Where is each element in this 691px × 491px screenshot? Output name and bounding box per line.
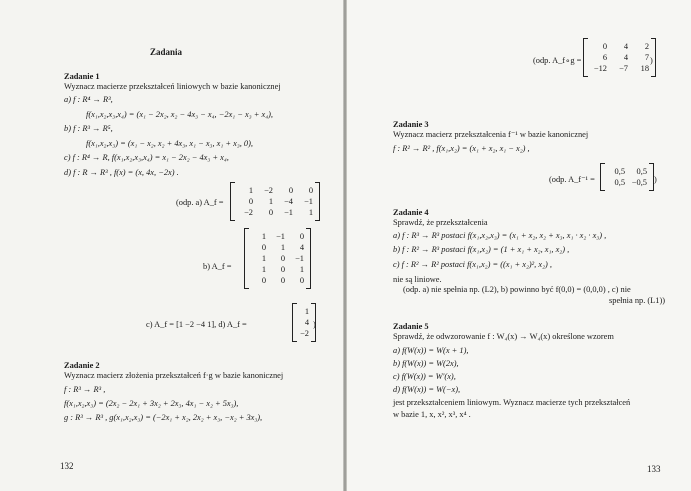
matrix-row [297, 317, 311, 328]
matrix-row [235, 185, 315, 196]
matrix-row [249, 242, 306, 253]
task-1-heading: Zadanie 1 [64, 72, 100, 81]
matrix-cell: −1 [284, 208, 293, 217]
answer-1b-matrix [244, 228, 311, 289]
matrix-cell: 1 [261, 265, 266, 274]
matrix-cell: 0,5 [614, 167, 625, 176]
matrix-row [605, 166, 649, 177]
task-1a-line-2: f(x₁,x₂,x₃,x₄) = (x₁ − 2x₂, x₂ − 4x₃ − x₄, −2x₁ − x₃ + x₄), [86, 110, 274, 119]
task-5d: d) f(W(x)) = W(−x), [393, 385, 461, 394]
matrix-cell: −2 [244, 208, 253, 217]
answer-2-label: (odp. A_f∘g = [533, 56, 582, 65]
matrix-cell: 0 [299, 232, 304, 241]
matrix-cell: −1 [295, 254, 304, 263]
matrix-row [249, 253, 306, 264]
matrix-cell: −2 [264, 186, 273, 195]
matrix-cell: 0 [280, 254, 285, 263]
task-4b: b) f : R² → R³ postaci f(x₁,x₂) = (1 + x₁ + x₂, x₁, x₂) , [393, 245, 570, 254]
matrix-cell: 1 [268, 197, 273, 206]
matrix-cell: 0 [299, 276, 304, 285]
matrix-cell: −1 [304, 197, 313, 206]
matrix-cell: 0 [280, 276, 285, 285]
task-2-line-2: f(x₁,x₂,x₃) = (2x₂ − 2x₁ + 3x₂ + 2x₃, 4x₁ − x₂ + 5x₃), [64, 399, 239, 408]
matrix-cell: 4 [299, 243, 304, 252]
closing-paren: ) [654, 175, 657, 184]
matrix-cell: −12 [593, 64, 607, 73]
task-2-line-3: g : R³ → R³ , g(x₁,x₂,x₃) = (−2x₁ + x₂, 2x₂ + x₃, −x₂ + 3x₃), [64, 413, 263, 422]
matrix-cell: 0 [288, 186, 293, 195]
closing-paren: ) [313, 320, 316, 329]
right-page [347, 0, 691, 491]
task-1a-line-1: a) f : R⁴ → R³, [64, 95, 113, 104]
matrix-row [588, 63, 651, 74]
task-4-answer-2: spełnia np. (L1)) [609, 296, 666, 305]
task-4-intro: Sprawdź, że przekształcenia [393, 218, 488, 227]
matrix-cell: 1 [299, 265, 304, 274]
task-5-heading: Zadanie 5 [393, 322, 429, 331]
matrix-row [297, 306, 311, 317]
answer-2-matrix [583, 38, 656, 77]
task-2-heading: Zadanie 2 [64, 361, 100, 370]
matrix-cell: 2 [644, 42, 649, 51]
matrix-row [249, 264, 306, 275]
task-4c: c) f : R² → R² postaci f(x₁,x₂) = ((x₁ + x₂)², x₂) , [393, 260, 552, 269]
answer-1a-matrix [230, 182, 320, 221]
matrix-row [605, 177, 649, 188]
task-1c: c) f : R⁴ → R, f(x₁,x₂,x₃,x₄) = x₁ − 2x₂ − 4x₃ + x₄, [64, 153, 229, 162]
task-5a: a) f(W(x)) = W(x + 1), [393, 346, 469, 355]
answer-3-matrix [600, 163, 654, 191]
matrix-cell: −7 [619, 64, 628, 73]
answer-1a-label: (odp. a) A_f = [176, 198, 224, 207]
matrix-cell: 0 [268, 208, 273, 217]
matrix-cell: 1 [308, 208, 313, 217]
task-2-line-1: f : R³ → R³ , [64, 385, 106, 394]
left-page [0, 0, 343, 491]
matrix-cell: 4 [623, 53, 628, 62]
matrix-cell: 1 [304, 307, 309, 316]
matrix-cell: 1 [261, 232, 266, 241]
answer-1c-1d-label: c) A_f = [1 −2 −4 1], d) A_f = [146, 320, 247, 329]
task-5c: c) f(W(x)) = W′(x), [393, 372, 456, 381]
closing-paren: ) [650, 56, 653, 65]
task-1b-line-1: b) f : R³ → R⁵, [64, 124, 113, 133]
page-number-left: 132 [60, 461, 74, 471]
page-number-right: 133 [647, 464, 661, 474]
task-5-end-2: w bazie 1, x, x², x³, x⁴ . [393, 410, 471, 419]
matrix-cell: 0,5 [614, 178, 625, 187]
matrix-cell: 0 [248, 197, 253, 206]
matrix-cell: 1 [261, 254, 266, 263]
matrix-cell: 0 [602, 42, 607, 51]
matrix-row [249, 231, 306, 242]
matrix-cell: −2 [300, 329, 309, 338]
matrix-cell: 0 [261, 243, 266, 252]
matrix-row [297, 328, 311, 339]
matrix-cell: 0 [280, 265, 285, 274]
task-3-heading: Zadanie 3 [393, 120, 429, 129]
task-4-end: nie są liniowe. [393, 275, 442, 284]
matrix-cell: 1 [280, 243, 285, 252]
task-5-end-1: jest przekształceniem liniowym. Wyznacz macierze tych przekształceń [393, 398, 631, 407]
matrix-row [235, 196, 315, 207]
matrix-cell: −4 [284, 197, 293, 206]
matrix-cell: 0 [308, 186, 313, 195]
matrix-row [235, 207, 315, 218]
task-4a: a) f : R³ → R³ postaci f(x₁,x₂,x₃) = (x₁ + x₂, x₂ + x₃, x₁ · x₂ · x₃) , [393, 231, 607, 240]
task-1b-line-2: f(x₁,x₂,x₃) = (x₁ − x₂, x₂ + 4x₃, x₁ − x₃, x₁ + x₃, 0), [86, 139, 254, 148]
matrix-cell: 18 [640, 64, 649, 73]
task-2-intro: Wyznacz macierz złożenia przekształceń f·g w bazie kanonicznej [64, 371, 284, 380]
task-5b: b) f(W(x)) = W(2x), [393, 359, 459, 368]
answer-1b-label: b) A_f = [203, 262, 232, 271]
page-title: Zadania [150, 47, 183, 57]
matrix-cell: −1 [276, 232, 285, 241]
task-4-answer-1: (odp. a) nie spełnia np. (L2), b) powinno być f(0,0) = (0,0,0) , c) nie [403, 285, 631, 294]
matrix-row [588, 52, 651, 63]
task-4-heading: Zadanie 4 [393, 208, 429, 217]
matrix-cell: 4 [304, 318, 309, 327]
matrix-cell: 0,5 [636, 167, 647, 176]
task-3-intro: Wyznacz macierz przekształcenia f⁻¹ w bazie kanonicznej [393, 130, 589, 139]
matrix-cell: 4 [623, 42, 628, 51]
task-1d: d) f : R → R³ , f(x) = (x, 4x, −2x) . [64, 168, 179, 177]
matrix-row [249, 275, 306, 286]
task-3-line-1: f : R² → R² , f(x₁,x₂) = (x₁ + x₂, x₁ − x₂) , [393, 144, 530, 153]
task-5-intro: Sprawdź, że odwzorowanie f : W₄(x) → W₄(x) określone wzorem [393, 332, 614, 341]
matrix-cell: 0 [261, 276, 266, 285]
task-1-intro: Wyznacz macierze przekształceń liniowych w bazie kanonicznej [64, 82, 281, 91]
answer-3-label: (odp. A_f⁻¹ = [549, 175, 595, 184]
matrix-cell: 6 [602, 53, 607, 62]
matrix-cell: 7 [644, 53, 649, 62]
matrix-cell: 1 [248, 186, 253, 195]
matrix-cell: −0,5 [631, 178, 647, 187]
matrix-row [588, 41, 651, 52]
